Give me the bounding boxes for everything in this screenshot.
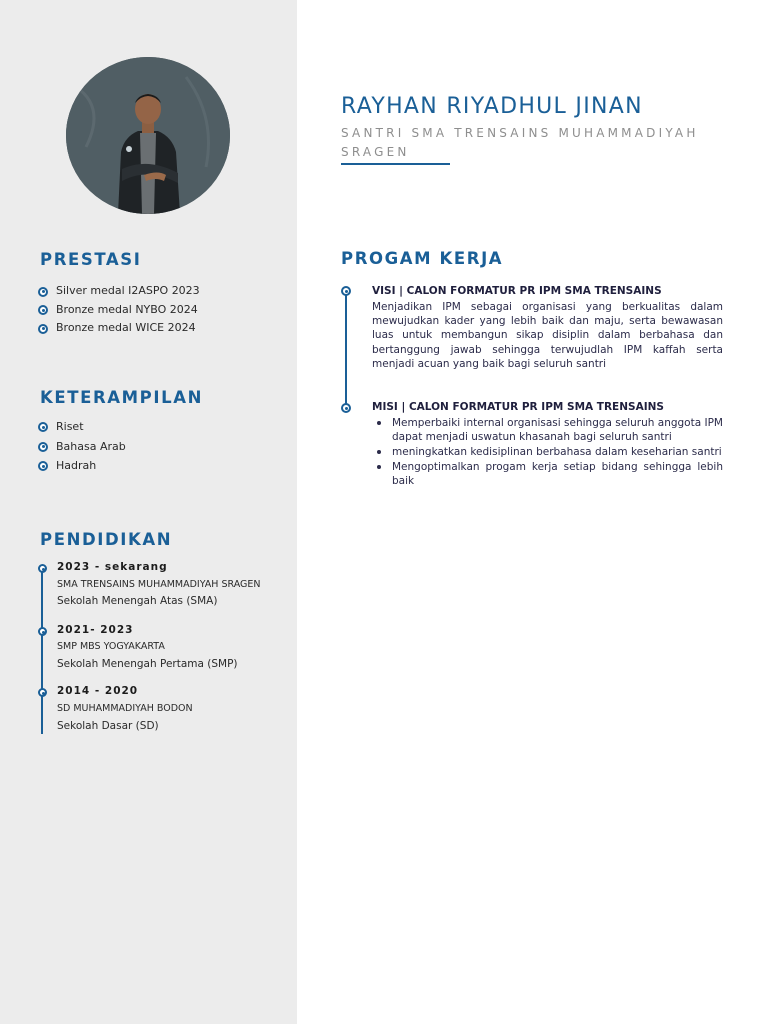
education-school: SMP MBS YOGYAKARTA [57, 641, 165, 652]
education-school: SMA TRENSAINS MUHAMMADIYAH SRAGEN [57, 579, 261, 590]
bullet-icon [38, 324, 48, 334]
section-title-prestasi: PRESTASI [40, 250, 142, 269]
timeline-dot-icon [38, 627, 47, 636]
bullet-icon [38, 442, 48, 452]
education-year: 2014 - 2020 [57, 685, 139, 697]
misi-list [372, 416, 723, 489]
bullet-icon [38, 287, 48, 297]
visi-text: Menjadikan IPM sebagai organisasi yang berkualitas dalam mewujudkan kader yang lebih baik dan maju, serta bewawasan luas untuk membangun sikap disiplin dalam berbahasa dan bertanggung jawab sehingga terwujudlah IPM kaffah serta menjadi acuan yang baik bagi seluruh santri [372, 301, 723, 370]
list-item: Bahasa Arab [38, 437, 126, 457]
bullet-icon [38, 461, 48, 471]
timeline-dot-icon [38, 564, 47, 573]
visi-title: VISI | CALON FORMATUR PR IPM SMA TRENSAINS [372, 285, 662, 297]
list-item: Riset [38, 417, 126, 437]
education-year: 2023 - sekarang [57, 561, 168, 573]
program-item-misi [341, 403, 351, 413]
person-name: RAYHAN RIYADHUL JINAN [341, 94, 643, 119]
list-item: Hadrah [38, 456, 126, 476]
education-level: Sekolah Menengah Atas (SMA) [57, 595, 218, 607]
list-item: Mengoptimalkan progam kerja setiap bidang sehingga lebih baik [372, 460, 723, 488]
section-title-keterampilan: KETERAMPILAN [40, 388, 204, 407]
education-level: Sekolah Menengah Pertama (SMP) [57, 658, 238, 670]
timeline-dot-icon [38, 688, 47, 697]
program-timeline-line [345, 290, 347, 408]
section-title-program: PROGAM KERJA [341, 249, 504, 268]
education-level: Sekolah Dasar (SD) [57, 720, 159, 732]
list-item: meningkatkan kedisiplinan berbahasa dalam keseharian santri [372, 445, 723, 459]
section-title-pendidikan: PENDIDIKAN [40, 530, 173, 549]
education-year: 2021- 2023 [57, 624, 134, 636]
list-item: Bronze medal NYBO 2024 [38, 301, 200, 320]
education-school: SD MUHAMMADIYAH BODON [57, 703, 193, 714]
keterampilan-list [38, 417, 126, 476]
prestasi-list [38, 282, 200, 338]
timeline-dot-icon [341, 403, 351, 413]
list-item: Memperbaiki internal organisasi sehingga seluruh anggota IPM dapat menjadi uswatun khasanah bagi seluruh santri [372, 416, 723, 444]
list-item: Bronze medal WICE 2024 [38, 319, 200, 338]
bullet-icon [38, 305, 48, 315]
education-timeline-line [41, 566, 43, 734]
person-subtitle: SANTRI SMA TRENSAINS MUHAMMADIYAH SRAGEN [341, 126, 699, 159]
timeline-dot-icon [341, 286, 351, 296]
bullet-icon [38, 422, 48, 432]
profile-photo [66, 57, 230, 214]
program-item-visi [341, 286, 351, 296]
header-divider [341, 163, 450, 165]
list-item: Silver medal I2ASPO 2023 [38, 282, 200, 301]
misi-title: MISI | CALON FORMATUR PR IPM SMA TRENSAINS [372, 401, 664, 413]
